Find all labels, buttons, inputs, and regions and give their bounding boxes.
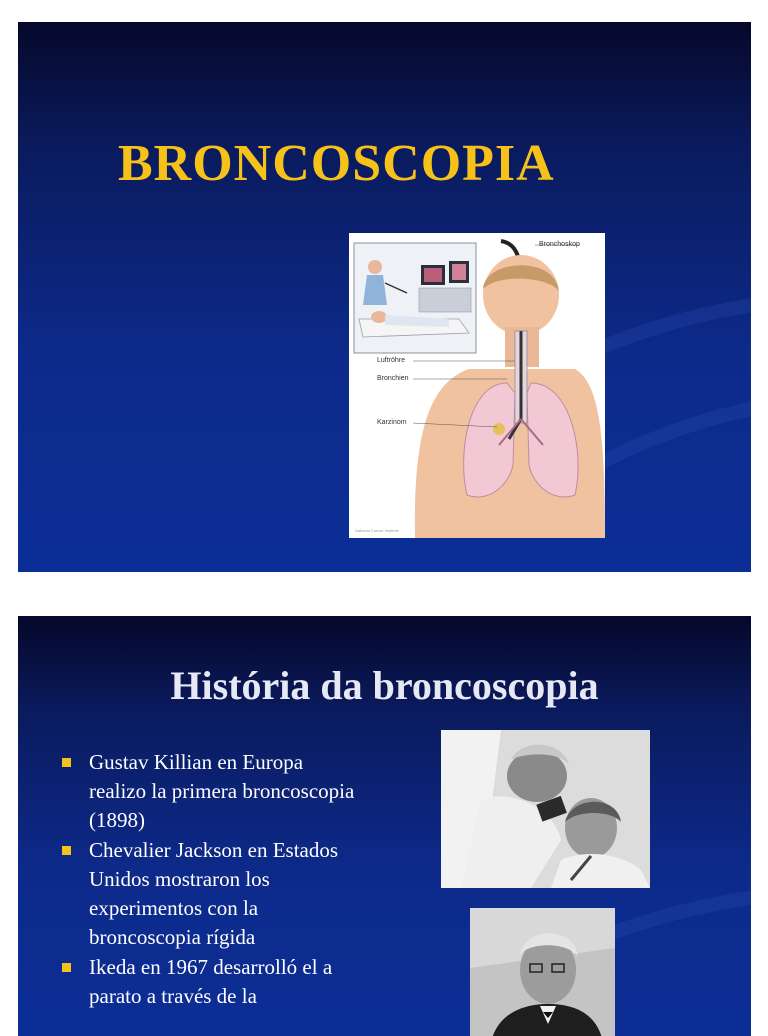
bullet-item: [62, 953, 362, 1011]
bullet-item: [62, 748, 362, 835]
bullet-square-icon: [62, 846, 71, 855]
bullet-list: [62, 748, 362, 1012]
bullet-text: Gustav Killian en Europa realizo la primera broncoscopia (1898): [89, 750, 355, 832]
slide-2: [18, 616, 751, 1036]
bullet-item: [62, 836, 362, 952]
bullet-square-icon: [62, 758, 71, 767]
historical-photo-jackson: [470, 908, 615, 1036]
label-trachea: Luftröhre: [377, 357, 406, 364]
historical-photo-killian: [441, 730, 650, 888]
slide-title: BRONCOSCOPIA: [118, 135, 555, 192]
bronchoscopy-illustration: [349, 233, 605, 538]
label-carcinoma: Karzinom: [377, 419, 407, 426]
label-bronchoscope: Bronchoskop: [539, 241, 580, 248]
bullet-text: Chevalier Jackson en Estados Unidos mostraron los experimentos con la broncoscopia rígida: [89, 838, 339, 949]
bronchoscopy-drawing: [349, 233, 605, 538]
image-credit: National Cancer Institute: [355, 528, 399, 533]
slide-title: História da broncoscopia: [170, 663, 599, 708]
bullet-text: Ikeda en 1967 desarrolló el a parato a través de la: [89, 955, 333, 1008]
photo-drawing: [441, 730, 650, 888]
bullet-square-icon: [62, 963, 71, 972]
label-bronchi: Bronchien: [377, 375, 409, 382]
photo-drawing: [470, 908, 615, 1036]
slide-1: [18, 22, 751, 572]
